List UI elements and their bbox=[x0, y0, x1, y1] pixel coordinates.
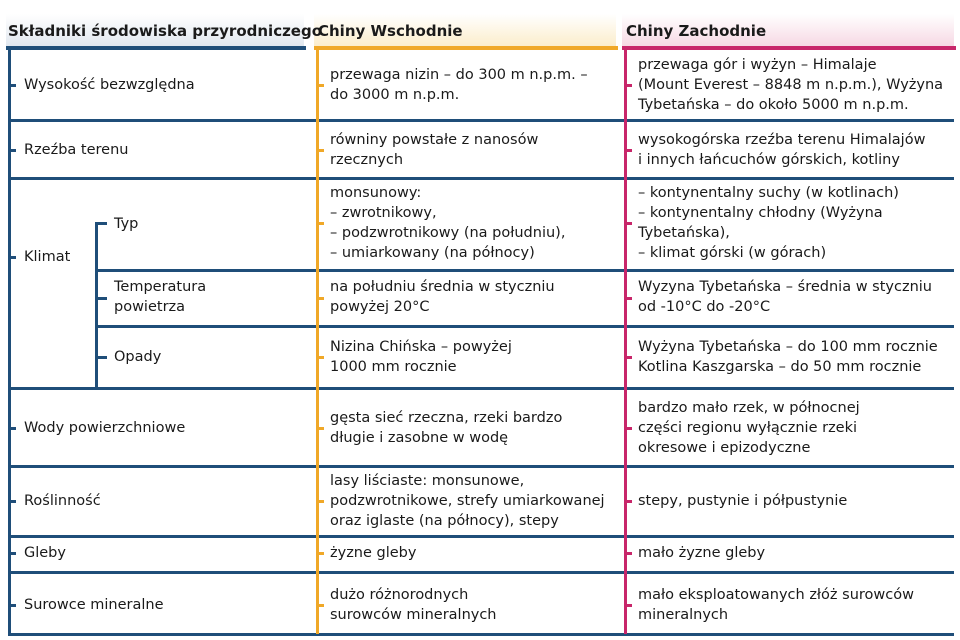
spine-col1 bbox=[8, 50, 11, 634]
tick bbox=[8, 84, 16, 87]
header-col1: Składniki środowiska przyrodniczego bbox=[8, 22, 323, 40]
header-underline-col3 bbox=[622, 46, 956, 50]
west-vegetation: stepy, pustynie i półpustynie bbox=[638, 493, 848, 509]
east-waters: gęsta sieć rzeczna, rzeki bardzo długie i zasobne w wodę bbox=[330, 410, 563, 446]
header-col2: Chiny Wschodnie bbox=[318, 22, 463, 40]
tick bbox=[624, 84, 632, 87]
east-temperature: na południu średnia w styczniu powyżej 20°C bbox=[330, 279, 555, 315]
tick bbox=[8, 604, 16, 607]
row-divider bbox=[8, 177, 954, 180]
row-divider bbox=[8, 465, 954, 468]
row-label-waters: Wody powierzchniowe bbox=[24, 420, 186, 436]
east-precipitation: Nizina Chińska – powyżej 1000 mm rocznie bbox=[330, 339, 512, 375]
spine-col2 bbox=[316, 50, 319, 634]
sub-label-type: Typ bbox=[114, 216, 139, 232]
tick bbox=[8, 427, 16, 430]
tick bbox=[316, 427, 324, 430]
row-divider bbox=[8, 387, 954, 390]
row-label-elevation: Wysokość bezwzględna bbox=[24, 77, 195, 93]
sub-label-precipitation: Opady bbox=[114, 349, 162, 365]
row-label-vegetation: Roślinność bbox=[24, 493, 101, 509]
header-underline-col2 bbox=[314, 46, 618, 50]
row-label-climate: Klimat bbox=[24, 249, 71, 265]
east-relief: równiny powstałe z nanosów rzecznych bbox=[330, 132, 539, 168]
tick bbox=[624, 427, 632, 430]
tick bbox=[8, 256, 16, 259]
tick bbox=[95, 356, 107, 359]
west-temperature: Wyzyna Tybetańska – średnia w styczniu od -10°C do -20°C bbox=[638, 279, 932, 315]
row-label-soils: Gleby bbox=[24, 545, 66, 561]
tick bbox=[316, 149, 324, 152]
row-label-relief: Rzeźba terenu bbox=[24, 142, 129, 158]
tick bbox=[8, 500, 16, 503]
tick bbox=[624, 552, 632, 555]
tick bbox=[95, 297, 107, 300]
sub-label-temperature: Temperatura powietrza bbox=[114, 279, 207, 315]
tick bbox=[8, 552, 16, 555]
west-climate-type: – kontynentalny suchy (w kotlinach) – kontynentalny chłodny (Wyżyna Tybetańska), – klimat górski (w górach) bbox=[638, 185, 899, 261]
east-soils: żyzne gleby bbox=[330, 545, 417, 561]
tick bbox=[316, 552, 324, 555]
west-minerals: mało eksploatowanych złóż surowców mineralnych bbox=[638, 587, 914, 623]
east-vegetation: lasy liściaste: monsunowe, podzwrotnikowe, strefy umiarkowanej oraz iglaste (na północy), stepy bbox=[330, 473, 605, 529]
row-divider bbox=[96, 269, 954, 272]
tick bbox=[624, 500, 632, 503]
row-label-minerals: Surowce mineralne bbox=[24, 597, 164, 613]
west-elevation: przewaga gór i wyżyn – Himalaje (Mount Everest – 8848 m n.p.m.), Wyżyna Tybetańska – do około 5000 m n.p.m. bbox=[638, 57, 944, 113]
east-climate-type: monsunowy: – zwrotnikowy, – podzwrotnikowy (na południu), – umiarkowany (na północy) bbox=[330, 185, 566, 261]
west-waters: bardzo mało rzek, w północnej części regionu wyłącznie rzeki okresowe i epizodyczne bbox=[638, 400, 860, 456]
header-col3: Chiny Zachodnie bbox=[626, 22, 767, 40]
klimat-bracket bbox=[95, 222, 98, 390]
tick bbox=[624, 356, 632, 359]
tick bbox=[316, 356, 324, 359]
west-precipitation: Wyżyna Tybetańska – do 100 mm rocznie Kotlina Kaszgarska – do 50 mm rocznie bbox=[638, 339, 938, 375]
tick bbox=[95, 222, 107, 225]
spine-col3 bbox=[624, 50, 627, 634]
tick bbox=[624, 297, 632, 300]
west-relief: wysokogórska rzeźba terenu Himalajów i innych łańcuchów górskich, kotliny bbox=[638, 132, 926, 168]
row-divider bbox=[96, 325, 954, 328]
row-divider bbox=[8, 571, 954, 574]
east-minerals: dużo różnorodnych surowców mineralnych bbox=[330, 587, 497, 623]
tick bbox=[316, 297, 324, 300]
row-divider bbox=[8, 633, 954, 636]
tick bbox=[316, 604, 324, 607]
tick bbox=[8, 149, 16, 152]
west-soils: mało żyzne gleby bbox=[638, 545, 766, 561]
tick bbox=[624, 149, 632, 152]
tick bbox=[624, 604, 632, 607]
tick bbox=[624, 222, 632, 225]
east-elevation: przewaga nizin – do 300 m n.p.m. – do 3000 m n.p.m. bbox=[330, 67, 588, 103]
tick bbox=[316, 84, 324, 87]
row-divider bbox=[8, 119, 954, 122]
header-underline-col1 bbox=[6, 46, 306, 50]
tick bbox=[316, 222, 324, 225]
tick bbox=[316, 500, 324, 503]
row-divider bbox=[8, 535, 954, 538]
